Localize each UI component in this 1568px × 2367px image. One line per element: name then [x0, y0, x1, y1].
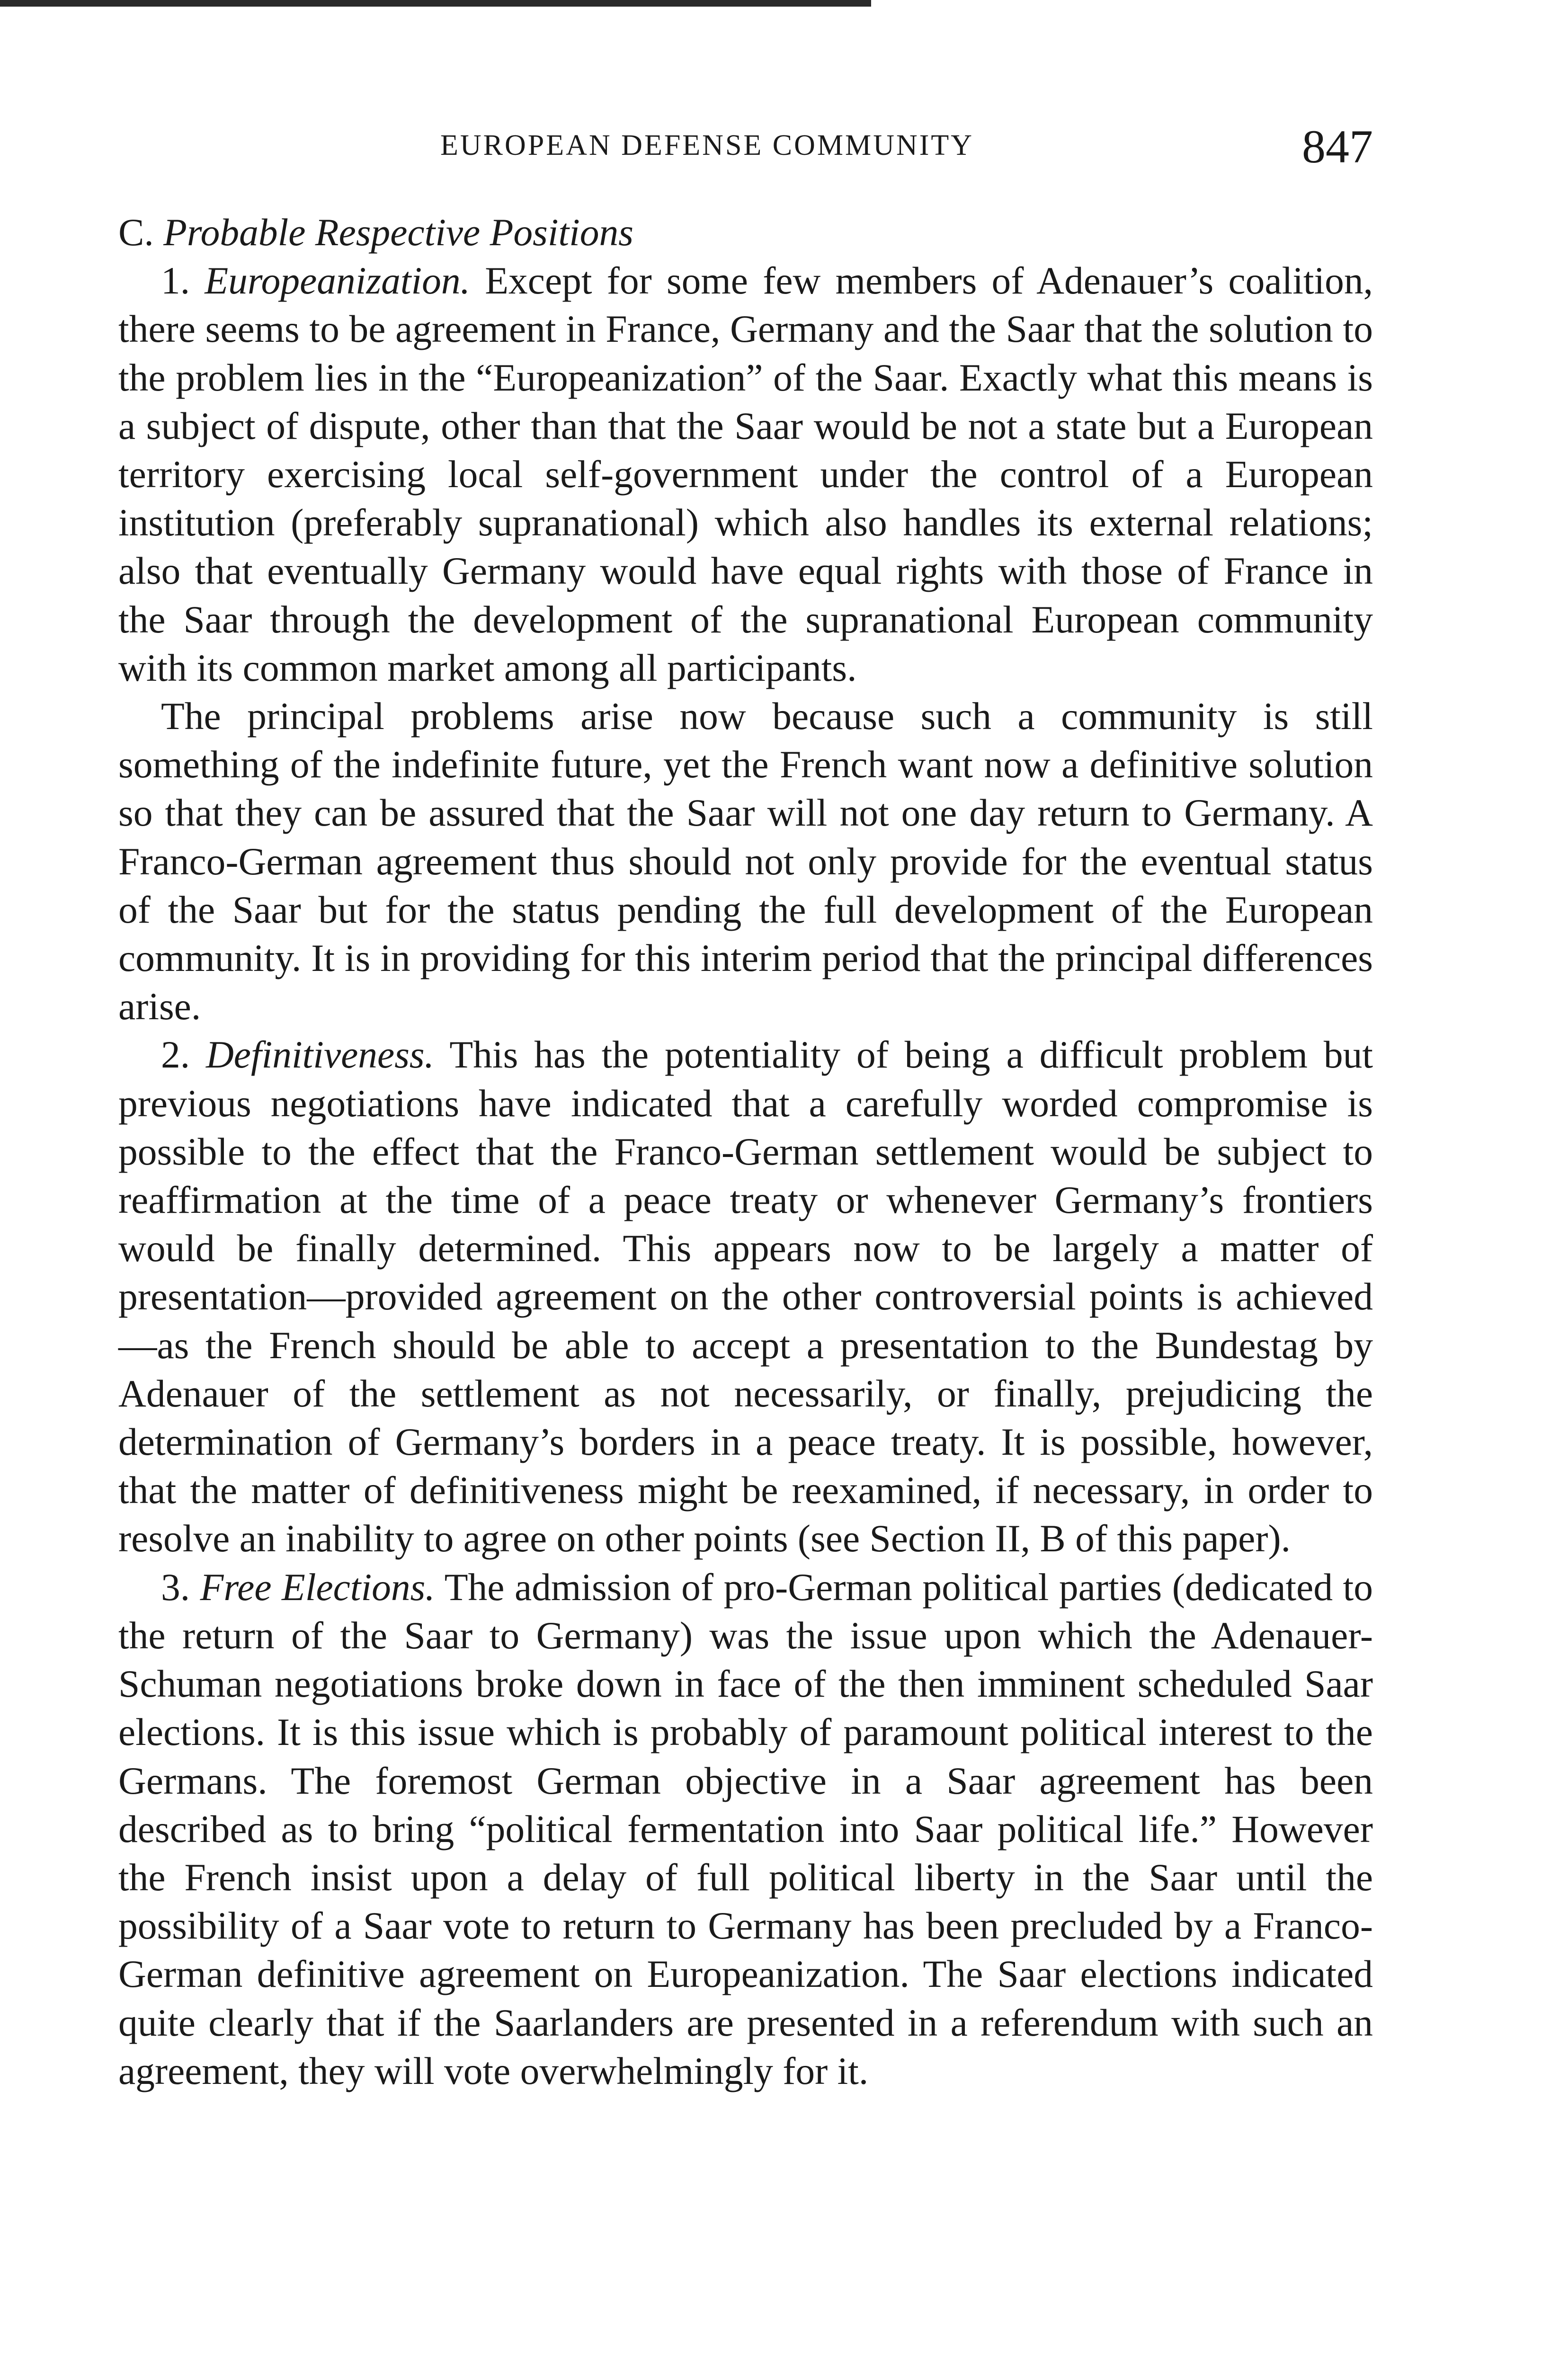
page-number: 847: [1302, 120, 1373, 173]
running-head: EUROPEAN DEFENSE COMMUNITY: [440, 129, 974, 161]
paragraph-text: This has the potentiality of being a difficult problem but previous negotiations have indicated that a carefully worded compromise is possible to the effect that the Franco-German settlement would be subject to reaffirmation at the time of a peace treaty or whenever Germany’s frontiers would be finally determined. This appears now to be largely a matter of presentation—provided agreement on the other controversial points is achieved—as the French should be able to accept a presentation to the Bundestag by Adenauer of the settlement as not necessarily, or finally, prejudicing the determination of Germany’s borders in a peace treaty. It is possible, however, that the matter of definitiveness might be reexamined, if necessary, in order to resolve an inability to agree on other points (see Section II, B of this paper).: [118, 1033, 1373, 1560]
section-heading: [118, 208, 1373, 257]
paragraph-text: Except for some few members of Adenauer’s coalition, there seems to be agreement in France, Germany and the Saar that the solution to the problem lies in the “Europeanization” of the Saar. Exactly what this means is a subject of dispute, other than that the Saar would be not a state but a European territory exercising local self-government under the control of a European institution (preferably supranational) which also handles its external relations; also that eventually Germany would have equal rights with those of France in the Saar through the development of the supranational European community with its common market among all participants.: [118, 259, 1373, 689]
paragraph-text: The admission of pro-German political parties (dedicated to the return of the Saar to Germany) was the issue upon which the Adenauer-Schuman negotiations broke down in face of the then imminent scheduled Saar elections. It is this issue which is probably of paramount political interest to the Germans. The foremost German objective in a Saar agreement has been described as to bring “political fermentation into Saar political life.” However the French insist upon a delay of full political liberty in the Saar until the possibility of a Saar vote to return to Germany has been precluded by a Franco-German definitive agreement on Europeanization. The Saar elections indicated quite clearly that if the Saarlanders are presented in a referendum with such an agreement, they will vote overwhelmingly for it.: [118, 1565, 1373, 2092]
paragraph-number: 3.: [161, 1565, 190, 1609]
paragraph-text: The principal problems arise now because such a community is still something of the indefinite future, yet the French want now a definitive solution so that they can be assured that the Saar will not one day return to Germany. A Franco-German agreement thus should not only provide for the eventual status of the Saar but for the status pending the full development of the European community. It is in providing for this interim period that the principal differences arise.: [118, 694, 1373, 1028]
page-body: [118, 208, 1373, 2095]
paragraph-europeanization: [118, 257, 1373, 692]
paragraph-label: Definitiveness.: [205, 1033, 435, 1077]
paragraph-number: 1.: [161, 259, 190, 303]
paragraph-number: 2.: [161, 1033, 190, 1077]
section-letter: C.: [118, 211, 154, 254]
paragraph-label: Free Elections.: [200, 1565, 435, 1609]
section-title: Probable Respective Positions: [163, 211, 633, 254]
paragraph-definitiveness: [118, 1031, 1373, 1563]
page-header: [118, 120, 1373, 186]
page-top-rule: [0, 0, 871, 7]
paragraph-principal-problems: [118, 692, 1373, 1031]
paragraph-label: Europeanization.: [205, 259, 471, 303]
paragraph-free-elections: [118, 1563, 1373, 2095]
